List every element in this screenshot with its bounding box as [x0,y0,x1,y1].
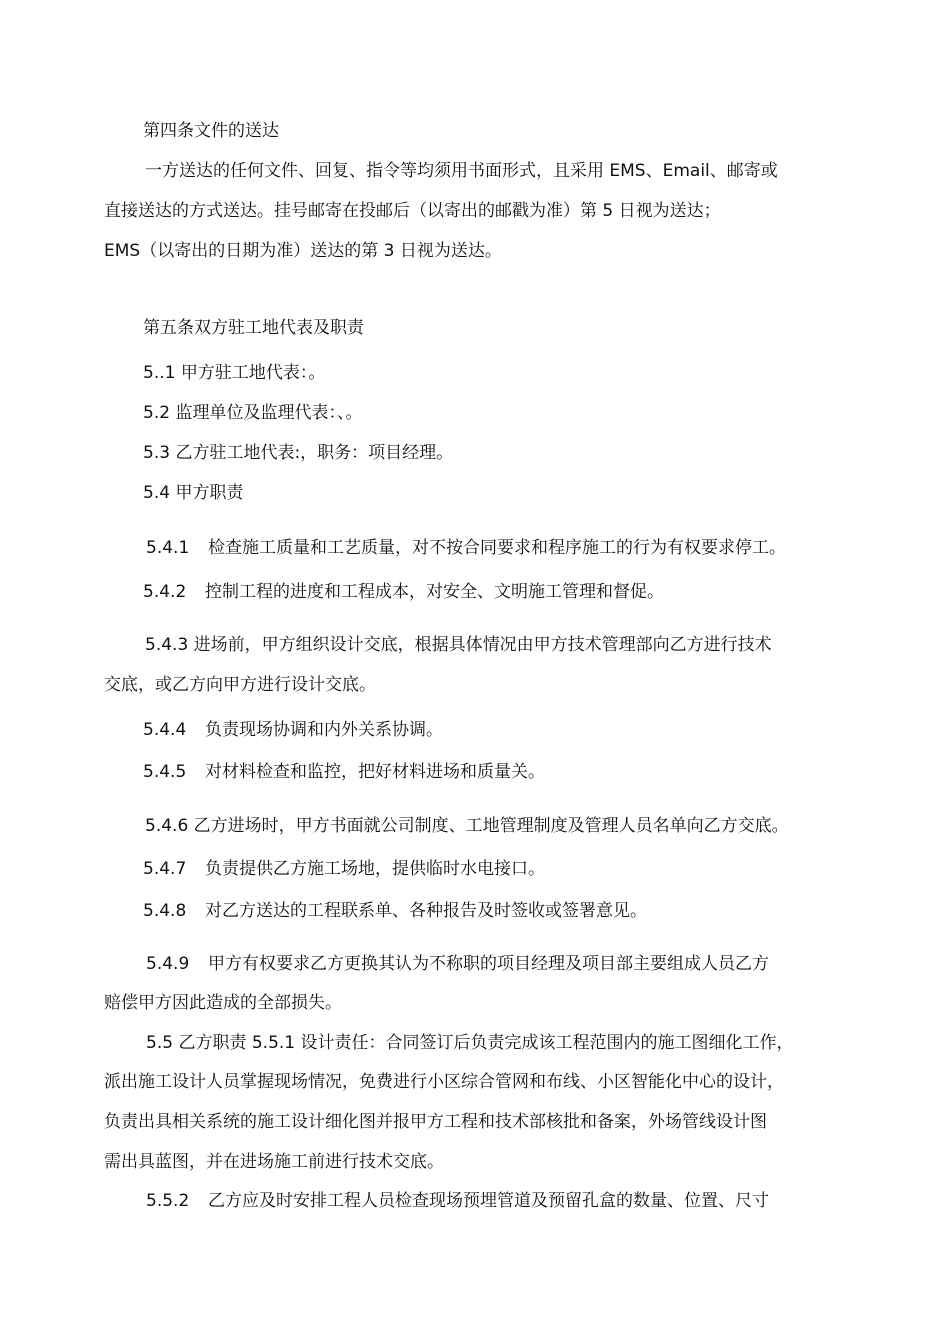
clause-text: 控制工程的进度和工程成本，对安全、文明施工管理和督促。 [205,582,664,602]
clause-5-4-6: 5.4.6 乙方进场时，甲方书面就公司制度、工地管理制度及管理人员名单向乙方交底。 [145,816,789,836]
clause-number: 5.4.4 [143,720,187,740]
clause-text: 乙方应及时安排工程人员检查现场预埋管道及预留孔盒的数量、位置、尺寸 [208,1191,769,1211]
clause-5-5-line-3: 负责出具相关系统的施工设计细化图并报甲方工程和技术部核批和备案，外场管线设计图 [104,1112,767,1132]
clause-5-1: 5..1 甲方驻工地代表：。 [143,363,326,383]
clause-number: 5.4.8 [143,901,187,921]
clause-5-4-3-line-1: 5.4.3 进场前，甲方组织设计交底，根据具体情况由甲方技术管理部向乙方进行技术 [145,635,772,655]
clause-text: 对乙方送达的工程联系单、各种报告及时签收或签署意见。 [205,901,647,921]
clause-5-4: 5.4 甲方职责 [143,483,244,503]
clause-5-3: 5.3 乙方驻工地代表:，职务：项目经理。 [143,443,454,463]
clause-text: 负责现场协调和内外关系协调。 [205,720,443,740]
article4-heading: 第四条文件的送达 [143,121,279,141]
clause-number: 5.5.2 [146,1191,190,1211]
clause-text: 甲方有权要求乙方更换其认为不称职的项目经理及项目部主要组成人员乙方 [208,954,769,974]
article5-heading: 第五条双方驻工地代表及职责 [143,318,364,338]
clause-5-5-line-4: 需出具蓝图，并在进场施工前进行技术交底。 [104,1152,444,1172]
clause-text: 对材料检查和监控，把好材料进场和质量关。 [205,762,545,782]
clause-5-4-2 [143,580,664,604]
clause-text: 检查施工质量和工艺质量，对不按合同要求和程序施工的行为有权要求停工。 [208,538,786,558]
article4-line-2: 直接送达的方式送达。挂号邮寄在投邮后（以寄出的邮戳为准）第 5 日视为送达； [104,201,721,221]
clause-5-5-line-2: 派出施工设计人员掌握现场情况，免费进行小区综合管网和布线、小区智能化中心的设计， [104,1072,784,1092]
clause-number: 5.4.7 [143,859,187,879]
article4-line-3: EMS（以寄出的日期为准）送达的第 3 日视为送达。 [104,241,502,261]
clause-5-4-9-line-2: 赔偿甲方因此造成的全部损失。 [104,993,342,1013]
clause-number: 5.4.2 [143,582,187,602]
clause-5-5-line-1: 5.5 乙方职责 5.5.1 设计责任：合同签订后负责完成该工程范围内的施工图细化工作， [146,1033,794,1053]
clause-5-4-1 [146,536,786,560]
clause-text: 负责提供乙方施工场地，提供临时水电接口。 [205,859,545,879]
clause-number: 5.4.5 [143,762,187,782]
clause-5-4-5 [143,760,545,784]
clause-number: 5.4.1 [146,538,190,558]
clause-5-4-9-line-1 [146,952,769,976]
clause-5-4-3-line-2: 交底，或乙方向甲方进行设计交底。 [104,675,376,695]
clause-5-5-2 [146,1189,769,1213]
clause-5-4-8 [143,899,647,923]
article4-line-1: 一方送达的任何文件、回复、指令等均须用书面形式，且采用 EMS、Email、邮寄或 [145,161,778,181]
clause-5-2: 5.2 监理单位及监理代表：、。 [143,403,363,423]
clause-5-4-7 [143,857,545,881]
clause-number: 5.4.9 [146,954,190,974]
clause-5-4-4 [143,718,443,742]
